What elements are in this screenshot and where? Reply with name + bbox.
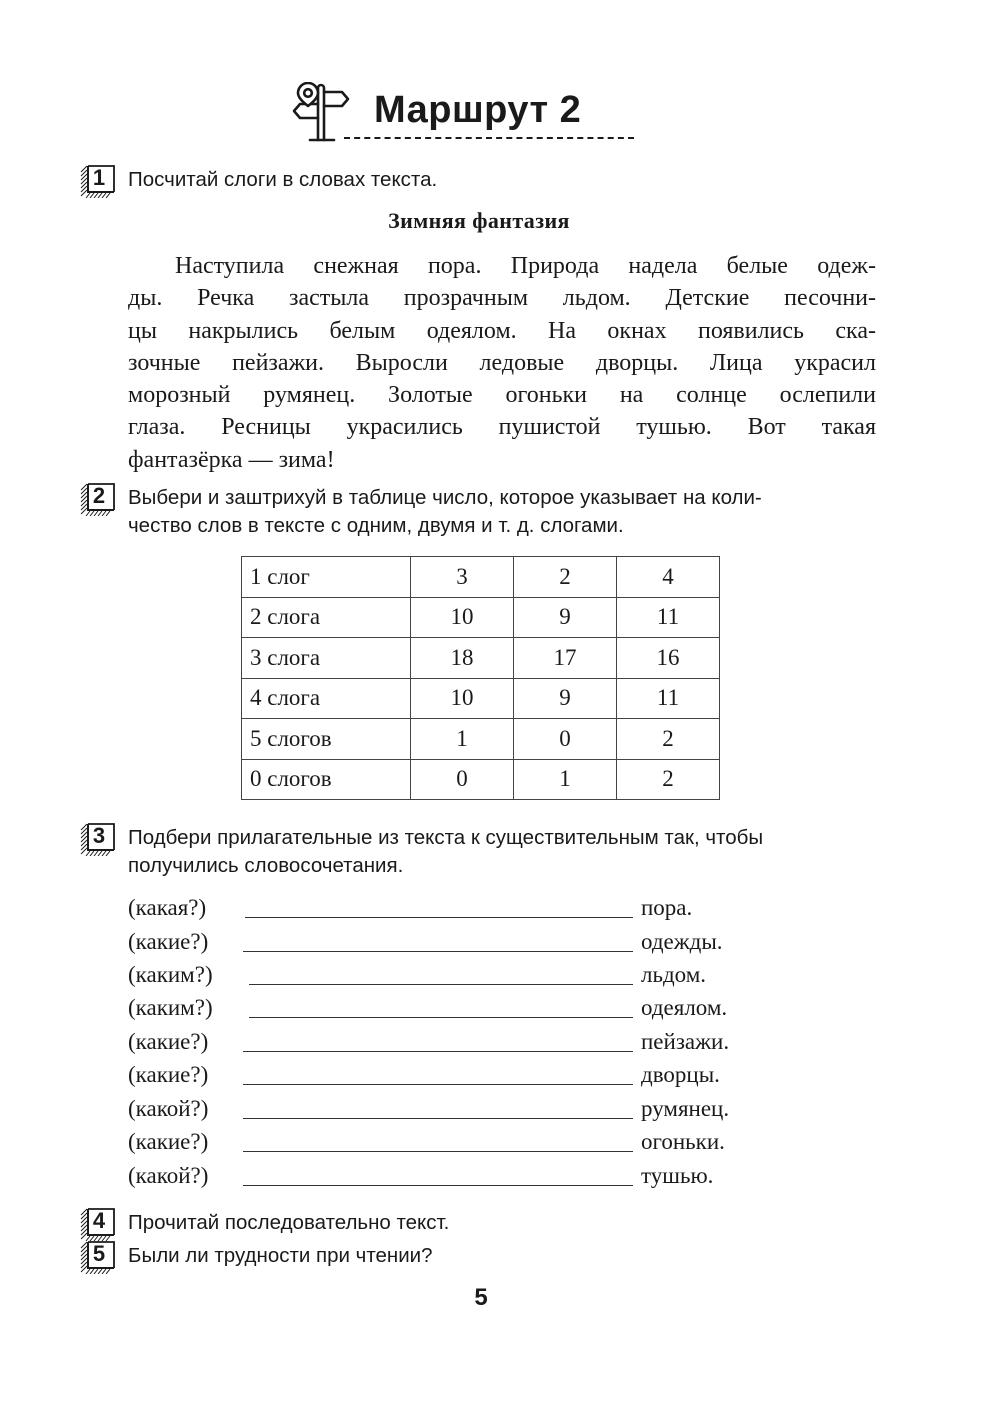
question-label: (какие?) (128, 1029, 209, 1054)
syllable-label: 1 слог (242, 557, 411, 598)
count-option-cell[interactable]: 9 (514, 597, 617, 638)
task-instruction-line: чество слов в тексте с одним, двумя и т. д. слогами. (128, 514, 624, 537)
task-number-badge (78, 480, 118, 514)
count-option-cell[interactable]: 2 (617, 719, 720, 760)
count-option-cell[interactable]: 4 (617, 557, 720, 598)
page-title: Маршрут 2 (374, 89, 582, 131)
task-number: 5 (92, 1241, 106, 1266)
title-underline (344, 137, 634, 139)
story-line: морозный румянец. Золотые огоньки на солнце ослепили (128, 382, 876, 409)
story-line: ды. Речка застыла прозрачным льдом. Детские песочни- (128, 285, 876, 312)
syllable-label: 0 слогов (242, 759, 411, 800)
task-instruction: Были ли трудности при чтении? (128, 1244, 433, 1267)
syllable-label: 5 слогов (242, 719, 411, 760)
task-instruction: Посчитай слоги в словах текста. (128, 168, 438, 191)
story-line: Наступила снежная пора. Природа надела белые одеж- (175, 253, 876, 279)
task-number-badge (78, 820, 118, 854)
answer-blank-input[interactable] (249, 1017, 633, 1018)
noun-label: льдом. (641, 962, 707, 987)
task-instruction-line: Подбери прилагательные из текста к существительным так, чтобы (128, 826, 764, 849)
table-row (242, 678, 720, 719)
task-number: 2 (92, 483, 106, 508)
count-option-cell[interactable]: 0 (514, 719, 617, 760)
answer-blank-input[interactable] (243, 1185, 633, 1186)
page-number: 5 (474, 1284, 488, 1311)
task-instruction-line: Выбери и заштрихуй в таблице число, которое указывает на коли- (128, 486, 762, 509)
count-option-cell[interactable]: 17 (514, 638, 617, 679)
story-title: Зимняя фантазия (388, 208, 570, 233)
question-label: (какие?) (128, 929, 209, 954)
table-row (242, 638, 720, 679)
table-row (242, 719, 720, 760)
task-number-badge (78, 1238, 118, 1272)
question-label: (какой?) (128, 1096, 209, 1121)
noun-label: одеялом. (641, 995, 728, 1020)
count-option-cell[interactable]: 10 (411, 678, 514, 719)
task-instruction: Прочитай последовательно текст. (128, 1211, 450, 1234)
count-option-cell[interactable]: 1 (411, 719, 514, 760)
task-number-badge (78, 162, 118, 196)
count-option-cell[interactable]: 2 (514, 557, 617, 598)
story-line: зочные пейзажи. Выросли ледовые дворцы. Лица украсил (128, 349, 876, 376)
answer-blank-input[interactable] (243, 951, 633, 952)
count-option-cell[interactable]: 0 (411, 759, 514, 800)
answer-blank-input[interactable] (243, 1151, 633, 1152)
noun-label: тушью. (641, 1163, 714, 1188)
question-label: (какие?) (128, 1129, 209, 1154)
count-option-cell[interactable]: 18 (411, 638, 514, 679)
signpost-location-icon (292, 82, 350, 144)
noun-label: пейзажи. (641, 1029, 730, 1054)
task-instruction-line: получились словосочетания. (128, 854, 404, 877)
story-line: глаза. Ресницы украсились пушистой тушью. Вот такая (128, 414, 876, 441)
answer-blank-input[interactable] (243, 1118, 633, 1119)
question-label: (какой?) (128, 1163, 209, 1188)
task-instruction (128, 824, 763, 880)
question-label: (какие?) (128, 1062, 209, 1087)
story-line: цы накрылись белым одеялом. На окнах появились ска- (128, 317, 876, 344)
answer-blank-input[interactable] (243, 1051, 633, 1052)
task-number: 4 (92, 1208, 106, 1233)
answer-blank-input[interactable] (243, 1084, 633, 1085)
task-number-badge (78, 1205, 118, 1239)
count-option-cell[interactable]: 16 (617, 638, 720, 679)
task-number: 1 (92, 165, 106, 190)
count-option-cell[interactable]: 11 (617, 678, 720, 719)
count-option-cell[interactable]: 10 (411, 597, 514, 638)
syllable-label: 2 слога (242, 597, 411, 638)
count-option-cell[interactable]: 2 (617, 759, 720, 800)
count-option-cell[interactable]: 11 (617, 597, 720, 638)
table-row (242, 557, 720, 598)
count-option-cell[interactable]: 9 (514, 678, 617, 719)
answer-blank-input[interactable] (249, 984, 633, 985)
count-option-cell[interactable]: 1 (514, 759, 617, 800)
task-instruction (128, 484, 762, 540)
syllable-table (241, 556, 720, 800)
answer-blank-input[interactable] (245, 917, 633, 918)
noun-label: одежды. (641, 929, 723, 954)
question-label: (каким?) (128, 995, 213, 1020)
story-text (128, 250, 876, 476)
task-number: 3 (92, 823, 106, 848)
syllable-label: 4 слога (242, 678, 411, 719)
route-header (292, 82, 632, 148)
question-label: (какая?) (128, 895, 207, 920)
noun-label: пора. (641, 895, 693, 920)
table-row (242, 759, 720, 800)
syllable-label: 3 слога (242, 638, 411, 679)
noun-label: дворцы. (641, 1062, 720, 1087)
question-label: (каким?) (128, 962, 213, 987)
count-option-cell[interactable]: 3 (411, 557, 514, 598)
table-row (242, 597, 720, 638)
story-line: фантазёрка — зима! (128, 446, 335, 473)
noun-label: румянец. (641, 1096, 730, 1121)
noun-label: огоньки. (641, 1129, 725, 1154)
